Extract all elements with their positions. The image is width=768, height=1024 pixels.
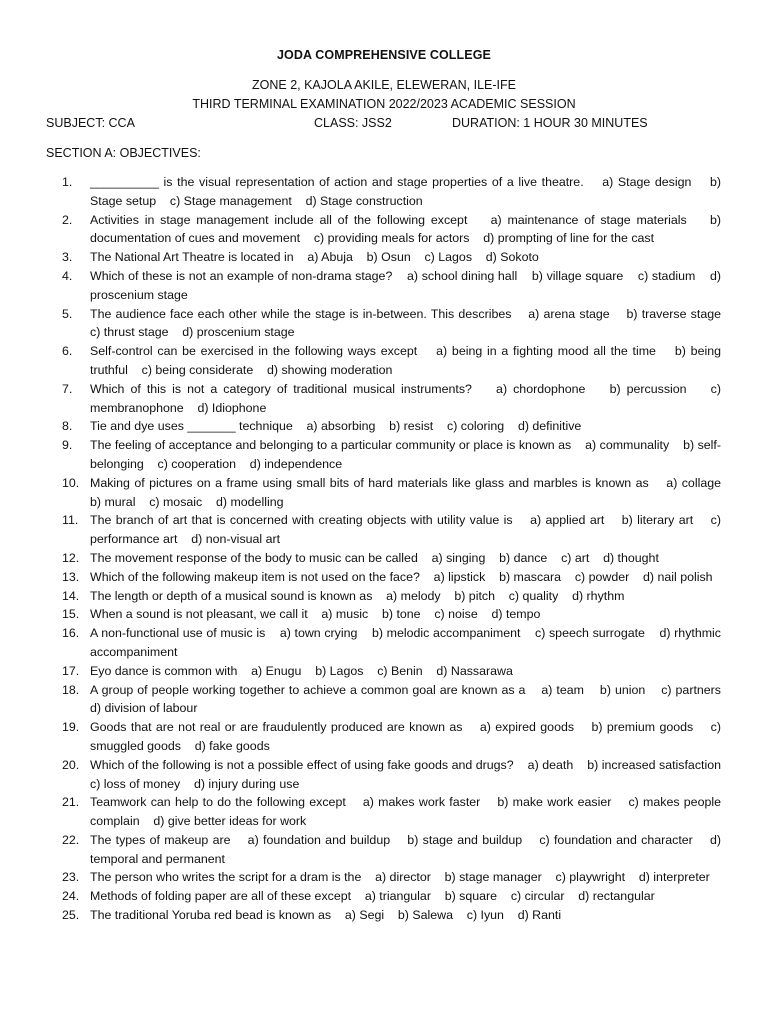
question-item: [0, 624, 768, 662]
question-number: 8.: [62, 419, 73, 434]
question-item: [0, 211, 768, 249]
question-item: [0, 906, 768, 925]
question-item: [0, 342, 768, 380]
question-item: [0, 662, 768, 681]
question-item: [0, 587, 768, 606]
question-number: 24.: [62, 889, 80, 904]
question-item: [0, 831, 768, 869]
question-text: A non-functional use of music is a) town crying b) melodic accompaniment c) speech surrogate d) rhythmic accompaniment: [90, 626, 725, 659]
question-item: [0, 868, 768, 887]
school-name: JODA COMPREHENSIVE COLLEGE: [277, 48, 491, 62]
question-text: The feeling of acceptance and belonging to a particular community or place is known as a) communality b) self-belonging c) cooperation d) independence: [90, 438, 721, 471]
question-text: Self-control can be exercised in the following ways except a) being in a fighting mood all the time b) being truthful c) being considerate d) showing moderation: [90, 344, 725, 377]
question-number: 15.: [62, 607, 80, 622]
question-number: 13.: [62, 569, 80, 584]
question-number: 3.: [62, 250, 73, 265]
question-number: 1.: [62, 175, 73, 189]
question-item: [0, 681, 768, 719]
question-text: Teamwork can help to do the following except a) makes work faster b) make work easier c) makes people complain d) give better ideas for work: [90, 795, 725, 829]
question-number: 14.: [62, 588, 80, 603]
question-text: The person who writes the script for a dram is the a) director b) stage manager c) playwright d) interpreter: [90, 870, 710, 885]
question-item: [0, 568, 768, 587]
question-item: [0, 793, 768, 831]
question-item: [0, 173, 768, 211]
question-text: The branch of art that is concerned with creating objects with utility value is a) applied art b) literary art c) performance art d) non-visual art: [90, 513, 725, 547]
question-text: The audience face each other while the stage is in-between. This describes a) arena stage b) traverse stage c) thrust stage d) proscenium stage: [90, 306, 735, 340]
question-number: 16.: [62, 626, 80, 641]
question-text: Which of this is not a category of traditional musical instruments? a) chordophone b) percussion c) membranophone d) Idiophone: [90, 381, 725, 415]
question-item: [0, 511, 768, 549]
question-text: Which of the following is not a possible effect of using fake goods and drugs? a) death b) increased satisfaction c) loss of money d) injury during use: [90, 757, 735, 791]
question-number: 5.: [62, 306, 73, 321]
question-number: 6.: [62, 344, 73, 359]
question-number: 17.: [62, 663, 80, 678]
question-number: 4.: [62, 268, 73, 283]
question-item: [0, 248, 768, 267]
school-address: ZONE 2, KAJOLA AKILE, ELEWERAN, ILE-IFE: [252, 78, 516, 92]
question-text: Tie and dye uses _______ technique a) absorbing b) resist c) coloring d) definitive: [90, 419, 582, 434]
question-number: 9.: [62, 438, 73, 453]
question-item: [0, 380, 768, 418]
question-text: The length or depth of a musical sound is known as a) melody b) pitch c) quality d) rhythm: [90, 588, 625, 603]
question-text: Eyo dance is common with a) Enugu b) Lagos c) Benin d) Nassarawa: [90, 663, 513, 678]
subject-label: SUBJECT: CCA: [46, 116, 135, 130]
question-number: 19.: [62, 720, 80, 735]
question-text: The movement response of the body to music can be called a) singing b) dance c) art d) thought: [90, 550, 659, 565]
question-text: __________ is the visual representation of action and stage properties of a live theatre. a) Stage design b) Stage setup c) Stage management d) Stage construction: [90, 175, 725, 208]
question-item: [0, 756, 768, 794]
question-item: [0, 549, 768, 568]
question-item: [0, 417, 768, 436]
question-text: The National Art Theatre is located in a) Abuja b) Osun c) Lagos d) Sokoto: [90, 250, 539, 265]
duration-label: DURATION: 1 HOUR 30 MINUTES: [452, 116, 648, 130]
question-item: [0, 887, 768, 906]
question-item: [0, 436, 768, 474]
class-label: CLASS: JSS2: [314, 116, 392, 130]
question-text: Which of these is not an example of non-drama stage? a) school dining hall b) village square c) stadium d) proscenium stage: [90, 268, 725, 302]
question-number: 10.: [62, 475, 80, 490]
question-text: The traditional Yoruba red bead is known as a) Segi b) Salewa c) Iyun d) Ranti: [90, 908, 562, 923]
question-text: Which of the following makeup item is not used on the face? a) lipstick b) mascara c) powder d) nail polish: [90, 569, 713, 584]
question-text: The types of makeup are a) foundation and buildup b) stage and buildup c) foundation and character d) temporal and permanent: [90, 832, 725, 866]
question-item: [0, 305, 768, 343]
question-number: 25.: [62, 908, 80, 923]
question-number: 11.: [62, 513, 79, 528]
exam-meta-row: [0, 116, 768, 134]
exam-title: THIRD TERMINAL EXAMINATION 2022/2023 ACADEMIC SESSION: [192, 97, 576, 111]
question-text: A group of people working together to achieve a common goal are known as a a) team b) union c) partners d) division of labour: [90, 682, 735, 716]
question-list: [0, 173, 768, 925]
question-item: [0, 474, 768, 512]
question-text: Making of pictures on a frame using small bits of hard materials like glass and marbles is known as a) collage b) mural c) mosaic d) modelling: [90, 475, 735, 509]
question-number: 20.: [62, 757, 80, 772]
question-text: Activities in stage management include all of the following except a) maintenance of stage materials b) documentation of cues and movement c) providing meals for actors d) prompting of line for the cast: [90, 212, 725, 246]
question-text: Methods of folding paper are all of these except a) triangular b) square c) circular d) rectangular: [90, 889, 655, 904]
question-item: [0, 718, 768, 756]
question-text: Goods that are not real or are fraudulently produced are known as a) expired goods b) premium goods c) smuggled goods d) fake goods: [90, 720, 725, 753]
question-number: 12.: [62, 550, 80, 565]
question-number: 21.: [62, 795, 80, 810]
question-item: [0, 267, 768, 305]
question-number: 18.: [62, 682, 80, 697]
question-item: [0, 605, 768, 624]
question-number: 2.: [62, 212, 73, 227]
question-text: When a sound is not pleasant, we call it a) music b) tone c) noise d) tempo: [90, 607, 541, 622]
section-title: SECTION A: OBJECTIVES:: [46, 146, 201, 160]
question-number: 22.: [62, 832, 80, 847]
question-number: 23.: [62, 870, 80, 885]
question-number: 7.: [62, 381, 73, 396]
